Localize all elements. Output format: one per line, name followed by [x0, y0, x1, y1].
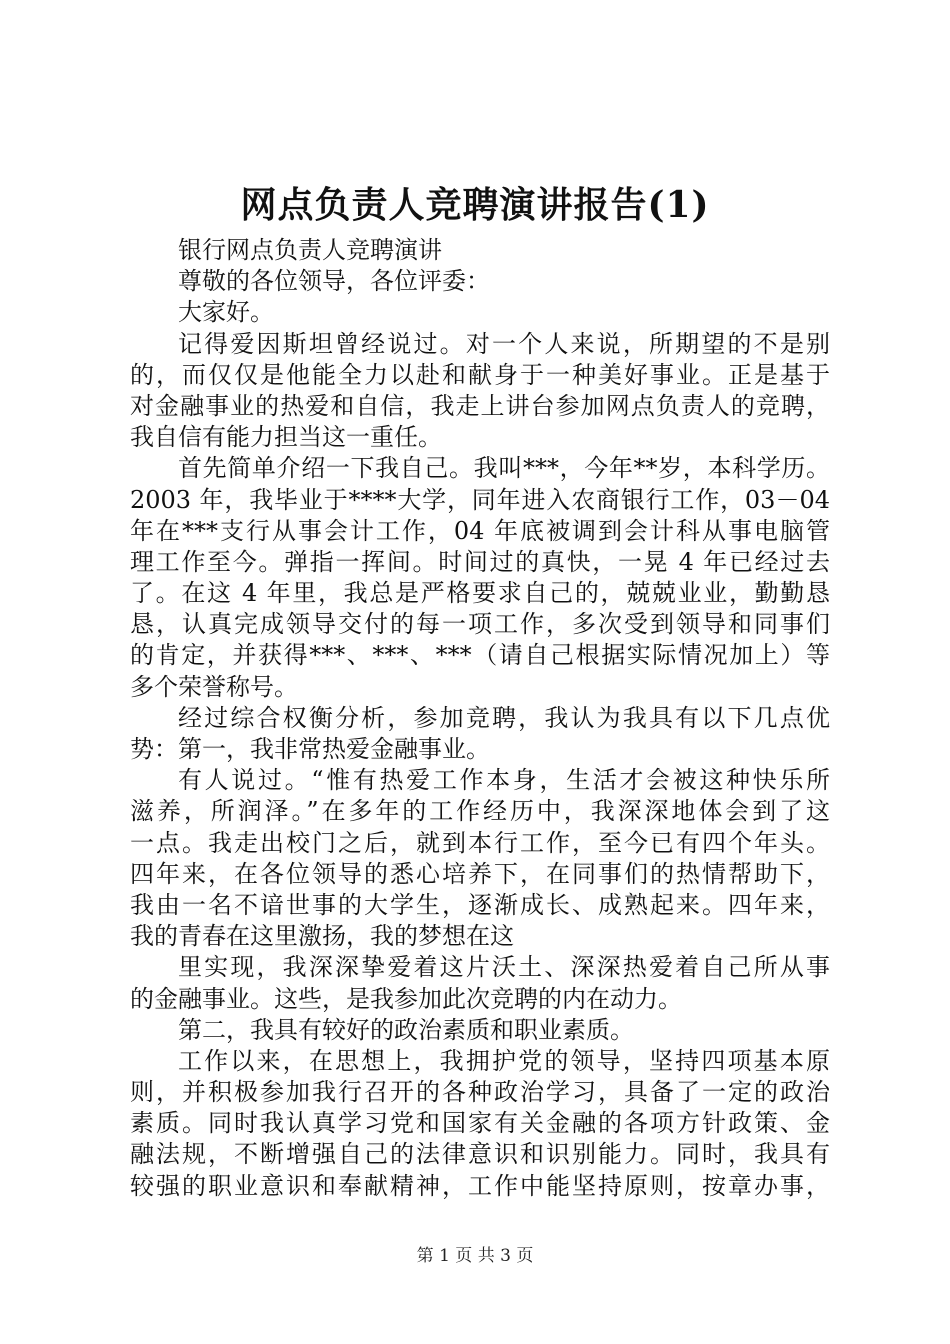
document-title: 网点负责人竞聘演讲报告(1) — [240, 184, 710, 226]
text-line: 我由一名不谙世事的大学生，逐渐成长、成熟起来。四年来， — [130, 890, 830, 919]
text-line: 则，并积极参加我行召开的各种政治学习，具备了一定的政治 — [130, 1078, 830, 1107]
text-line: 势：第一，我非常热爱金融事业。 — [130, 735, 490, 763]
text-line: 的，而仅仅是他能全力以赴和献身于一种美好事业。正是基于 — [130, 360, 830, 389]
text-line: 一点。我走出校门之后，就到本行工作，至今已有四个年头。 — [130, 828, 830, 857]
document-body — [130, 235, 830, 1202]
text-line: 第二，我具有较好的政治素质和职业素质。 — [178, 1015, 634, 1044]
text-line: 较强的职业意识和奉献精神，工作中能坚持原则，按章办事， — [130, 1171, 830, 1200]
text-line: 多个荣誉称号。 — [130, 672, 298, 701]
text-line: 首先简单介绍一下我自己。我叫***，今年**岁，本科学历。 — [178, 454, 830, 483]
text-line: 融法规，不断增强自己的法律意识和识别能力。同时，我具有 — [130, 1140, 830, 1169]
text-line: 对金融事业的热爱和自信，我走上讲台参加网点负责人的竞聘， — [130, 391, 830, 420]
text-line: 理工作至今。弹指一挥间。时间过的真快，一晃 4 年已经过去 — [130, 547, 830, 576]
page-footer: 第 1 页 共 3 页 — [416, 1246, 534, 1266]
text-line: 我的青春在这里激扬，我的梦想在这 — [130, 922, 514, 951]
text-line: 2003 年，我毕业于****大学，同年进入农商银行工作，03－04 — [130, 485, 830, 514]
text-line: 经过综合权衡分析，参加竞聘，我认为我具有以下几点优 — [178, 703, 830, 732]
text-line: 了。在这 4 年里，我总是严格要求自己的，兢兢业业，勤勤恳 — [130, 579, 830, 608]
text-line: 我自信有能力担当这一重任。 — [130, 423, 442, 452]
text-line: 记得爱因斯坦曾经说过。对一个人来说，所期望的不是别 — [178, 329, 830, 358]
text-line: 滋养，所润泽。”在多年的工作经历中，我深深地体会到了这 — [130, 797, 830, 826]
text-line: 恳，认真完成领导交付的每一项工作，多次受到领导和同事们 — [130, 610, 830, 639]
text-line: 里实现，我深深挚爱着这片沃土、深深热爱着自己所从事 — [178, 953, 830, 982]
text-line: 四年来，在各位领导的悉心培养下，在同事们的热情帮助下， — [130, 859, 830, 888]
text-line: 素质。同时我认真学习党和国家有关金融的各项方针政策、金 — [130, 1109, 830, 1138]
text-line: 有人说过。“惟有热爱工作本身，生活才会被这种快乐所 — [178, 766, 830, 795]
text-line: 的肯定，并获得***、***、***（请自己根据实际情况加上）等 — [130, 641, 830, 670]
text-line: 银行网点负责人竞聘演讲 — [178, 236, 442, 264]
text-line: 大家好。 — [178, 298, 274, 327]
text-line: 的金融事业。这些，是我参加此次竞聘的内在动力。 — [130, 984, 682, 1013]
text-line: 工作以来，在思想上，我拥护党的领导，坚持四项基本原 — [178, 1046, 830, 1075]
text-line: 尊敬的各位领导，各位评委： — [178, 267, 490, 296]
text-line: 年在***支行从事会计工作，04 年底被调到会计科从事电脑管 — [130, 516, 830, 545]
